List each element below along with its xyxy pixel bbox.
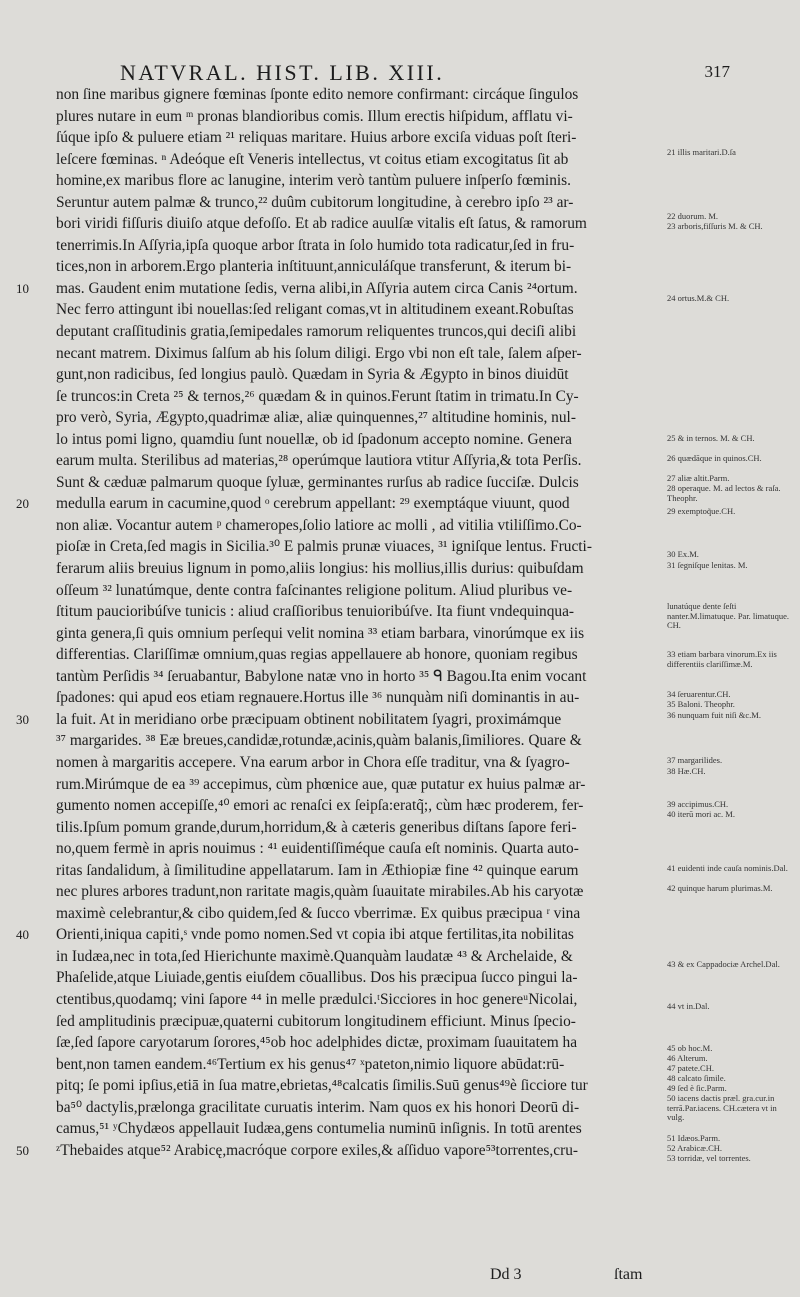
line-text: Nec ferro attingunt ibi nouellas:ſed religant comas,vt in altitudinem exeant.Robuſtas <box>56 301 574 319</box>
text-line <box>56 256 664 278</box>
marginal-note: lunatúque dente ſeſti nanter.M.limatuque. Par. limatuque. CH. <box>667 602 790 630</box>
line-text: necant matrem. Diximus ſalſum ab his ſolum diligi. Ergo vbi non eſt tale, ſalem aſper- <box>56 344 582 362</box>
text-line <box>56 106 664 128</box>
marginal-note: 42 quinque harum plurimas.M. <box>667 884 773 893</box>
marginal-note: 22 duorum. M. <box>667 212 718 221</box>
text-line <box>56 235 664 257</box>
line-text: lo intus pomi ligno, quamdiu ſunt nouellæ, ob id ſpadonum accepto nomine. Genera <box>56 430 572 448</box>
line-text: no,quem fermè in apris nouimus : ⁴¹ euidentiſſiméque cauſa eſt nominis. Quarta auto- <box>56 840 579 858</box>
line-text: camus,⁵¹ ʸChydæos appellauit Iudæa,gens contumelia numinū inſignis. In totū arentes <box>56 1120 582 1138</box>
text-line <box>56 429 664 451</box>
page-number: 317 <box>704 62 730 81</box>
text-line <box>56 558 664 580</box>
catchword: ſtam <box>614 1266 643 1283</box>
line-text: gumento nomen accepiſſe,⁴⁰ emori ac renaſci ex ſeipſa:eratq̃;, cùm hæc proderem, fer- <box>56 797 584 815</box>
line-text: tices,non in arborem.Ergo planteria inſtituunt,anniculáſque transferunt, & iterum bi- <box>56 258 572 276</box>
line-text: medulla earum in cacumine,quod ᵒ cerebrum appellant: ²⁹ exemptáque viuunt, quod <box>56 495 570 513</box>
text-line <box>56 450 664 472</box>
line-text: pitq; ſe pomi ipſius,etiā in ſua matre,ebrietas,⁴⁸calcatis ſimilis.Suū genus⁴⁹è ſicciore tur <box>56 1077 588 1095</box>
marginal-note: 40 iterū mori ac. M. <box>667 810 735 819</box>
marginal-note: 35 Baloni. Theophr. <box>667 700 735 709</box>
marginal-note: 27 aliæ altit.Parm. <box>667 474 730 483</box>
text-line <box>56 1032 664 1054</box>
line-text: ſed amplitudinis præcipuæ,quaterni cubitorum longitudinem efficiunt. Minus ſpecio- <box>56 1012 576 1030</box>
text-line <box>56 730 664 752</box>
line-text: leſcere fœminas. ⁿ Adeóque eſt Veneris intellectus, vt coitus etiam excogitatus ſit ab <box>56 150 569 168</box>
text-line <box>56 881 664 903</box>
line-number: 40 <box>16 927 29 943</box>
text-line <box>56 364 664 386</box>
line-text: nomen à margaritis accepere. Vna earum arbor in Chora eſſe traditur, vna & ſyagro- <box>56 753 570 771</box>
page-header <box>108 60 740 86</box>
line-text: maximè celebrantur,& cibo quidem,ſed & ſucco vberrimæ. Ex quibus præcipua ʳ vina <box>56 904 581 922</box>
marginal-note: 43 & ex Cappadociæ Archel.Dal. <box>667 960 780 969</box>
marginal-note: 34 ſeruarentur.CH. <box>667 690 731 699</box>
line-text: ferarum aliis breuius lignum in pomo,aliis longius: his mollius,illis durius: quibuſdam <box>56 560 584 578</box>
text-line <box>16 924 664 946</box>
text-line <box>56 213 664 235</box>
text-line <box>56 515 664 537</box>
text-line <box>56 623 664 645</box>
text-line <box>56 580 664 602</box>
line-text: Sunt & cæduæ palmarum quoque ſyluæ, germinantes rurſus ab radice ſucciſæ. Dulcis <box>56 473 579 491</box>
line-text: nec plures arbores tradunt,non raritate magis,quàm ſuauitate mirabiles.Ab his caryotæ <box>56 883 584 901</box>
line-text: homine,ex maribus flore ac lanugine, interim verò tantùm puluere inſperſo fœminis. <box>56 172 572 190</box>
line-text: ſtitum paucioribúſve tunicis : aliud craſſioribus tenuioribúſve. Ita fiunt vndequinqua- <box>56 603 575 621</box>
line-text: non ſine maribus gignere fœminas ſponte edito nemore confirmant: circáque ſingulos <box>56 86 579 103</box>
line-text: differentias. Clariſſimæ omnium,quas regias appellauere ab honore, quoniam regibus <box>56 646 578 664</box>
line-text: ᶻThebaides atque⁵² Arabicę,macróque corpore exiles,& aſſiduo vapore⁵³torrentes,cru- <box>56 1141 579 1159</box>
marginal-note: 53 torridæ, vel torrentes. <box>667 1154 751 1163</box>
line-text: tilis.Ipſum pomum grande,durum,horridum,& à cæteris generibus diſtans ſapore feri- <box>56 818 577 836</box>
text-line <box>56 838 664 860</box>
line-text: deputant craſſitudinis gratia,ſemipedales ramorum reliquentes truncos,qui deciſi alibi <box>56 323 577 341</box>
text-line <box>56 472 664 494</box>
text-line <box>56 1054 664 1076</box>
line-text: plures nutare in eum ᵐ pronas blandioribus comis. Illum erectis hiſpidum, afflatu vi- <box>56 107 573 125</box>
marginal-note: 24 ortus.M.& CH. <box>667 294 730 303</box>
text-line <box>56 127 664 149</box>
line-number: 50 <box>16 1142 29 1158</box>
marginal-note: 30 Ex.M. <box>667 550 699 559</box>
marginal-note: 36 nunquam fuit niſi &c.M. <box>667 711 761 720</box>
text-line <box>56 299 664 321</box>
text-line <box>56 1075 664 1097</box>
line-text: bori viridi fiſſuris diuiſo atque defoſſo. Et ab radice auulſæ vitalis eſt ſatus, & ramorum <box>56 215 587 233</box>
marginal-note: 28 operaque. M. ad lectos & raſa. Theophr. <box>667 484 781 503</box>
line-text: mas. Gaudent enim mutatione ſedis, verna alibi,in Aſſyria autem circa Canis ²⁴ortum. <box>56 279 578 297</box>
line-text: ritas ſandalidum, à ſimilitudine appellatarum. Iam in Æthiopiæ fine ⁴² quinque earum <box>56 861 579 879</box>
text-line <box>56 1097 664 1119</box>
text-line <box>56 321 664 343</box>
text-line <box>56 752 664 774</box>
marginal-note: 39 accipimus.CH. <box>667 800 729 809</box>
text-line <box>56 1118 664 1140</box>
text-line <box>56 343 664 365</box>
marginal-note: 23 arboris,fiſſuris M. & CH. <box>667 222 763 231</box>
line-text: tantùm Perſidis ³⁴ ſeruabantur, Babylone natæ vno in horto ³⁵ ᑫ Bagou.Ita enim vocant <box>56 667 587 685</box>
marginal-note: 29 exemptoq̃ue.CH. <box>667 507 736 516</box>
marginal-note: 26 quædāque in quinos.CH. <box>667 454 762 463</box>
text-line <box>56 946 664 968</box>
text-line <box>56 601 664 623</box>
marginal-note: 50 iacens dactis præl. gra.cur.in terrā.Par.iacens. CH.cætera vt in vulg. <box>667 1094 777 1122</box>
line-number: 10 <box>16 280 29 296</box>
marginal-note: 48 calcato ſimile. <box>667 1074 726 1083</box>
text-line <box>56 84 664 106</box>
marginal-note: 44 vt in.Dal. <box>667 1002 710 1011</box>
text-line <box>56 967 664 989</box>
line-text: oſſeum ³² lunatúmque, dente contra faſcinantes religione politum. Aliud pluribus ve- <box>56 581 573 599</box>
text-line <box>56 644 664 666</box>
line-text: ſæ,ſed ſapore caryotarum ſorores,⁴⁵ob hoc adelphides dictæ, proximam ſuauitatem ha <box>56 1034 578 1052</box>
marginal-note: 21 illis maritari.D.ſa <box>667 148 736 157</box>
line-text: non aliæ. Vocantur autem ᵖ chameropes,ſolio latiore ac molli , ad vitilia vtiliſſimo.Co- <box>56 516 582 534</box>
text-line <box>56 536 664 558</box>
line-text: rum.Mirúmque de ea ³⁹ accepimus, cùm phœnice aue, quæ putatur ex huius palmæ ar- <box>56 775 586 793</box>
line-text: bent,non tamen eandem.⁴⁶Tertium ex his genus⁴⁷ ˣpateton,nimio liquore abūdat:rū- <box>56 1055 565 1073</box>
signature-mark: Dd 3 <box>490 1266 522 1283</box>
main-text-column <box>16 84 664 1161</box>
text-line <box>56 407 664 429</box>
marginal-note: 45 ob hoc.M. <box>667 1044 713 1053</box>
text-line <box>56 817 664 839</box>
line-text: la fuit. At in meridiano orbe præcipuam obtinent nobilitatem ſyagri, proximámque <box>56 710 562 728</box>
line-text: Orienti,iniqua capiti,ˢ vnde pomo nomen.Sed vt copia ibi atque fertilitas,ita nobilitas <box>56 926 574 944</box>
text-line <box>56 989 664 1011</box>
line-text: pioſæ in Creta,ſed magis in Sicilia.³⁰ E palmis prunæ viuaces, ³¹ igniſque lentus. Fructi- <box>56 538 592 556</box>
marginal-note: 38 Hæ.CH. <box>667 767 706 776</box>
line-text: pro verò, Syria, Ægypto,quadrimæ aliæ, aliæ quinquennes,²⁷ altitudine hominis, nul- <box>56 409 576 427</box>
line-text: Phaſelide,atque Liuiade,gentis eiuſdem cōuallibus. Dos his præcipua ſucco pingui la- <box>56 969 578 987</box>
line-text: ba⁵⁰ dactylis,prælonga gracilitate curuatis interim. Nam quos ex his honori Deorū di- <box>56 1098 580 1116</box>
text-line <box>16 1140 664 1162</box>
text-line <box>56 666 664 688</box>
line-text: ³⁷ margarides. ³⁸ Eæ breues,candidæ,rotundæ,acinis,quàm balanis,ſimiliores. Quare & <box>56 732 582 750</box>
marginal-note: 49 ſed è ſic.Parm. <box>667 1084 727 1093</box>
marginal-note: 41 euidenti inde cauſa nominis.Dal. <box>667 864 788 873</box>
line-text: ctentibus,quodamq; vini ſapore ⁴⁴ in melle prædulci.ᵗSicciores in hoc genereᵘNicolai, <box>56 990 578 1008</box>
marginal-note: 51 Idæos.Parm. <box>667 1134 721 1143</box>
line-text: tenerrimis.In Aſſyria,ipſa quoque arbor ſtrata in ſolo humido tota radicatur,ſed in fru- <box>56 236 575 254</box>
line-text: ſe truncos:in Creta ²⁵ & ternos,²⁶ quædam & in quinos.Ferunt ſtatim in trimatu.In Cy- <box>56 387 579 405</box>
text-line <box>16 709 664 731</box>
line-text: gunt,non radicibus, ſed longius paulò. Quædam in Syria & Ægypto in binos diuidūt <box>56 366 569 384</box>
marginal-note: 52 Arabicæ.CH. <box>667 1144 723 1153</box>
marginal-note: 33 etiam barbara vinorum.Ex iis differentiis clariſſimæ.M. <box>667 650 777 669</box>
line-text: in Iudæa,nec in tota,ſed Hierichunte maximè.Quanquàm laudatæ ⁴³ & Archelaide, & <box>56 947 573 965</box>
line-number: 30 <box>16 711 29 727</box>
line-text: ſúque ipſo & puluere etiam ²¹ reliquas maritare. Huius arbore exciſa viduas poſt ſteri- <box>56 129 577 147</box>
line-text: ginta genera,ſi quis omnium perſequi velit nomina ³³ etiam barbara, vinorúmque ex iis <box>56 624 585 642</box>
line-text: earum multa. Sterilibus ad materias,²⁸ operúmque lautiora vtitur Aſſyria,& tota Perſis. <box>56 452 582 470</box>
text-line <box>56 170 664 192</box>
text-line <box>56 903 664 925</box>
text-line <box>56 1011 664 1033</box>
marginal-note: 37 margarilides. <box>667 756 723 765</box>
text-line <box>56 795 664 817</box>
text-line <box>56 687 664 709</box>
text-line <box>16 493 664 515</box>
marginal-note: 31 ſegniſque lenitas. M. <box>667 561 748 570</box>
marginal-note: 46 Alterum. <box>667 1054 708 1063</box>
line-text: Seruntur autem palmæ & trunco,²² duûm cubitorum longitudine, à cerebro ipſo ²³ ar- <box>56 193 574 211</box>
marginal-note: 25 & in ternos. M. & CH. <box>667 434 755 443</box>
text-line <box>56 860 664 882</box>
text-line <box>56 774 664 796</box>
text-line <box>56 149 664 171</box>
text-line <box>56 386 664 408</box>
text-line <box>16 278 664 300</box>
text-line <box>56 192 664 214</box>
line-number: 20 <box>16 496 29 512</box>
running-head: NATVRAL. HIST. LIB. XIII. <box>120 60 445 85</box>
line-text: ſpadones: qui apud eos etiam regnauere.Hortus ille ³⁶ nunquàm niſi dominantis in au- <box>56 689 580 707</box>
marginal-note: 47 patete.CH. <box>667 1064 714 1073</box>
